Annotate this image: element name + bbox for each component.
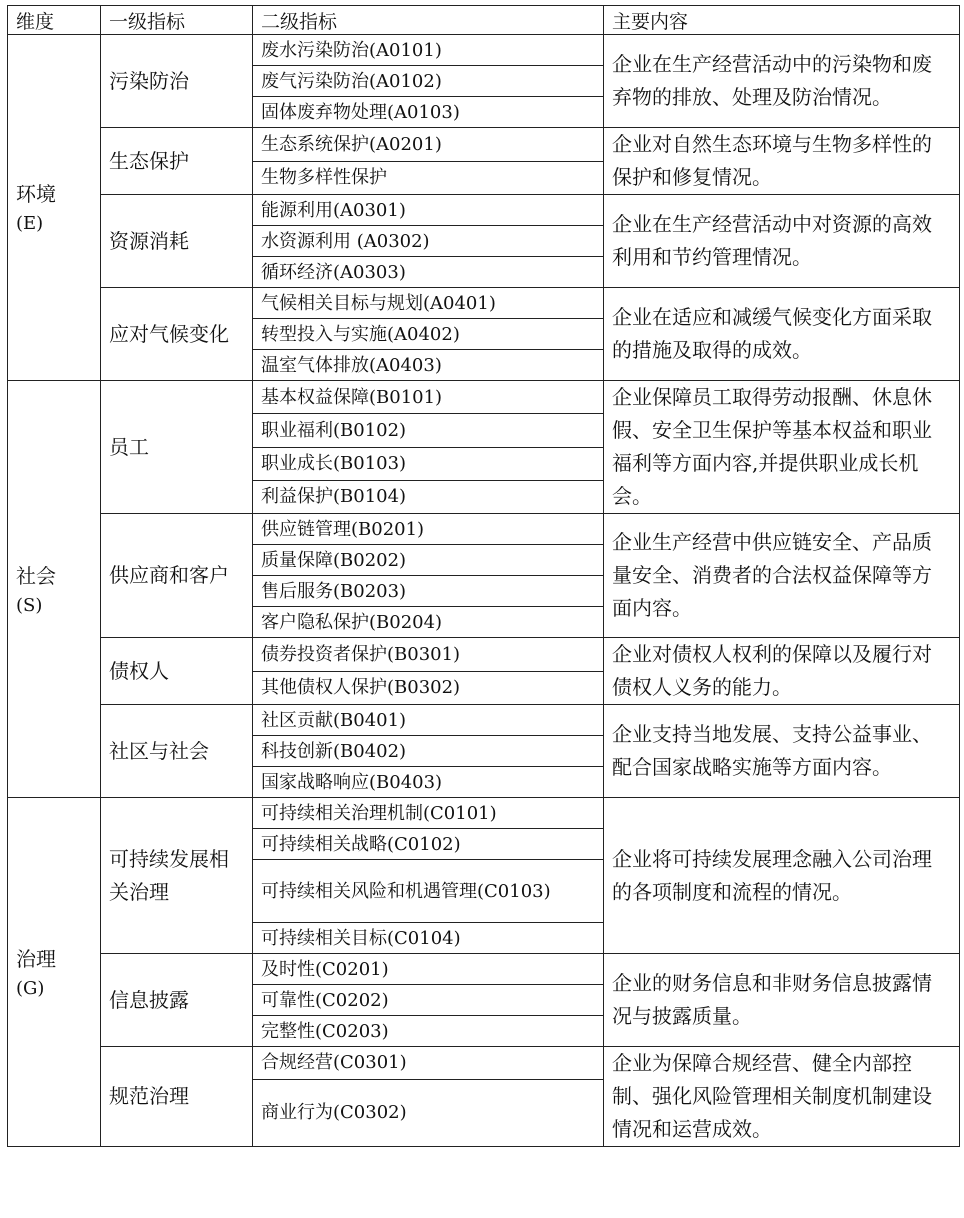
level2-indicator: 能源利用(A0301) bbox=[253, 195, 604, 226]
main-content: 企业支持当地发展、支持公益事业、配合国家战略实施等方面内容。 bbox=[604, 705, 960, 798]
level2-indicator: 可持续相关战略(C0102) bbox=[253, 829, 604, 860]
table-row bbox=[8, 35, 960, 66]
dimension-name: 治理 bbox=[16, 946, 56, 971]
level2-indicator: 商业行为(C0302) bbox=[253, 1079, 604, 1146]
table-row bbox=[8, 381, 960, 414]
dimension-code: (G) bbox=[16, 977, 45, 999]
main-content: 企业在适应和减缓气候变化方面采取的措施及取得的成效。 bbox=[604, 288, 960, 381]
level2-indicator: 供应链管理(B0201) bbox=[253, 514, 604, 545]
level2-indicator: 转型投入与实施(A0402) bbox=[253, 319, 604, 350]
level2-indicator: 客户隐私保护(B0204) bbox=[253, 607, 604, 638]
main-content: 企业对债权人权利的保障以及履行对债权人义务的能力。 bbox=[604, 638, 960, 705]
main-content: 企业对自然生态环境与生物多样性的保护和修复情况。 bbox=[604, 128, 960, 195]
level2-indicator: 科技创新(B0402) bbox=[253, 736, 604, 767]
level2-indicator: 温室气体排放(A0403) bbox=[253, 350, 604, 381]
level2-indicator: 质量保障(B0202) bbox=[253, 545, 604, 576]
level2-indicator: 及时性(C0201) bbox=[253, 954, 604, 985]
level1-indicator: 信息披露 bbox=[101, 954, 253, 1047]
level2-indicator: 其他债权人保护(B0302) bbox=[253, 671, 604, 705]
header-level1: 一级指标 bbox=[101, 6, 253, 35]
level2-indicator: 职业成长(B0103) bbox=[253, 447, 604, 480]
level2-indicator: 水资源利用 (A0302) bbox=[253, 226, 604, 257]
level2-indicator: 可持续相关目标(C0104) bbox=[253, 923, 604, 954]
main-content: 企业在生产经营活动中对资源的高效利用和节约管理情况。 bbox=[604, 195, 960, 288]
level2-indicator: 债券投资者保护(B0301) bbox=[253, 638, 604, 672]
level1-indicator: 债权人 bbox=[101, 638, 253, 705]
level2-indicator: 可持续相关风险和机遇管理(C0103) bbox=[253, 860, 604, 923]
dimension-environment bbox=[8, 35, 101, 381]
dimension-governance bbox=[8, 798, 101, 1147]
level2-indicator: 职业福利(B0102) bbox=[253, 414, 604, 447]
level1-indicator: 可持续发展相关治理 bbox=[101, 798, 253, 954]
table-row bbox=[8, 954, 960, 985]
level1-indicator: 应对气候变化 bbox=[101, 288, 253, 381]
level2-indicator: 可持续相关治理机制(C0101) bbox=[253, 798, 604, 829]
header-dimension: 维度 bbox=[8, 6, 101, 35]
dimension-name: 社会 bbox=[16, 563, 56, 588]
level2-indicator: 利益保护(B0104) bbox=[253, 480, 604, 513]
level1-indicator: 员工 bbox=[101, 381, 253, 514]
dimension-name: 环境 bbox=[16, 182, 56, 206]
level2-indicator: 社区贡献(B0401) bbox=[253, 705, 604, 736]
level2-indicator: 基本权益保障(B0101) bbox=[253, 381, 604, 414]
main-content: 企业生产经营中供应链安全、产品质量安全、消费者的合法权益保障等方面内容。 bbox=[604, 514, 960, 638]
level2-indicator: 生物多样性保护 bbox=[253, 161, 604, 195]
dimension-code: (S) bbox=[16, 594, 43, 616]
level2-indicator: 固体废弃物处理(A0103) bbox=[253, 97, 604, 128]
level1-indicator: 污染防治 bbox=[101, 35, 253, 128]
level2-indicator: 国家战略响应(B0403) bbox=[253, 767, 604, 798]
level1-indicator: 社区与社会 bbox=[101, 705, 253, 798]
level2-indicator: 循环经济(A0303) bbox=[253, 257, 604, 288]
level2-indicator: 气候相关目标与规划(A0401) bbox=[253, 288, 604, 319]
dimension-social bbox=[8, 381, 101, 798]
table-row bbox=[8, 128, 960, 162]
level1-indicator: 生态保护 bbox=[101, 128, 253, 195]
level2-indicator: 生态系统保护(A0201) bbox=[253, 128, 604, 162]
main-content: 企业将可持续发展理念融入公司治理的各项制度和流程的情况。 bbox=[604, 798, 960, 954]
table-row bbox=[8, 195, 960, 226]
main-content: 企业保障员工取得劳动报酬、休息休假、安全卫生保护等基本权益和职业福利等方面内容,并提供职业成长机会。 bbox=[604, 381, 960, 514]
level2-indicator: 可靠性(C0202) bbox=[253, 985, 604, 1016]
main-content: 企业的财务信息和非财务信息披露情况与披露质量。 bbox=[604, 954, 960, 1047]
level2-indicator: 售后服务(B0203) bbox=[253, 576, 604, 607]
level2-indicator: 合规经营(C0301) bbox=[253, 1047, 604, 1080]
table-row bbox=[8, 638, 960, 672]
level2-indicator: 废水污染防治(A0101) bbox=[253, 35, 604, 66]
dimension-code: (E) bbox=[16, 213, 44, 234]
level2-indicator: 完整性(C0203) bbox=[253, 1016, 604, 1047]
main-content: 企业为保障合规经营、健全内部控制、强化风险管理相关制度机制建设情况和运营成效。 bbox=[604, 1047, 960, 1147]
header-level2: 二级指标 bbox=[253, 6, 604, 35]
level1-indicator: 资源消耗 bbox=[101, 195, 253, 288]
level2-indicator: 废气污染防治(A0102) bbox=[253, 66, 604, 97]
level1-indicator: 供应商和客户 bbox=[101, 514, 253, 638]
table-row bbox=[8, 798, 960, 829]
level1-indicator: 规范治理 bbox=[101, 1047, 253, 1147]
table-row bbox=[8, 514, 960, 545]
esg-indicator-table bbox=[7, 5, 960, 1147]
header-row bbox=[8, 6, 960, 35]
header-content: 主要内容 bbox=[604, 6, 960, 35]
table-row bbox=[8, 288, 960, 319]
main-content: 企业在生产经营活动中的污染物和废弃物的排放、处理及防治情况。 bbox=[604, 35, 960, 128]
table-row bbox=[8, 705, 960, 736]
table-row bbox=[8, 1047, 960, 1080]
